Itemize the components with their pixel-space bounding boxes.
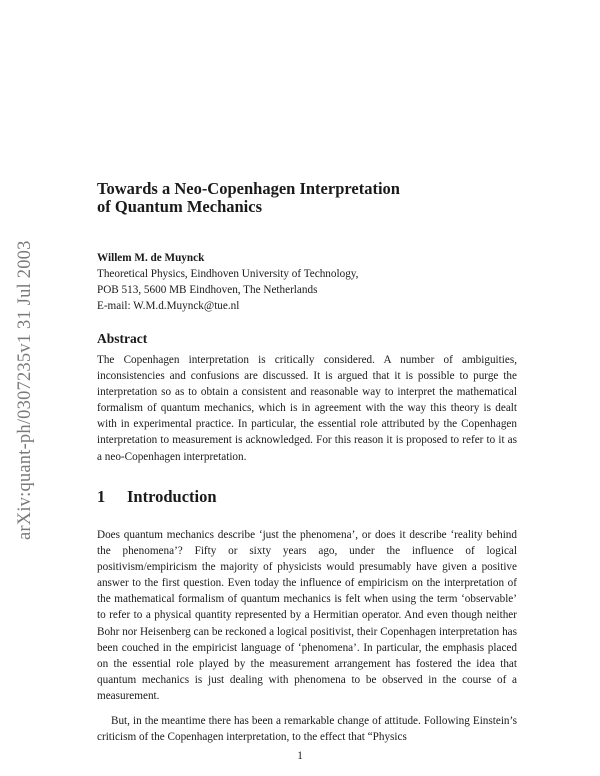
page-number: 1 xyxy=(297,750,303,762)
author-affiliation-1: Theoretical Physics, Eindhoven University of Technology, xyxy=(97,268,359,280)
abstract-text: The Copenhagen interpretation is critically considered. A number of ambiguities, inconsistencies and confusions are discussed. It is argued that it is possible to purge the interpretation so as to obtain a consistent and reasonable way to interpret the mathematical formalism of quantum mechanics, which is in agreement with the way this theory is dealt with in experimental practice. In particular, the essential role attributed by the Copenhagen interpretation to measurement is acknowledged. For this reason it is proposed to refer to it as a neo-Copenhagen interpretation. xyxy=(97,354,517,463)
title-line-2: of Quantum Mechanics xyxy=(97,197,262,216)
paragraph-2: But, in the meantime there has been a remarkable change of attitude. Following Einstein’s criticism of the Copenhagen interpretation, to the effect that “Physics xyxy=(97,715,517,744)
abstract-heading: Abstract xyxy=(97,331,148,346)
title-line-1: Towards a Neo-Copenhagen Interpretation xyxy=(97,179,400,198)
section-number: 1 xyxy=(97,487,106,506)
arxiv-identifier: arXiv:quant-ph/0307235v1 31 Jul 2003 xyxy=(15,240,35,540)
author-name: Willem M. de Muynck xyxy=(97,252,205,264)
paper-title xyxy=(97,180,517,216)
author-email: E-mail: W.M.d.Muynck@tue.nl xyxy=(97,300,240,312)
section-heading xyxy=(97,487,217,507)
author-block xyxy=(97,250,517,314)
author-affiliation-2: POB 513, 5600 MB Eindhoven, The Netherlands xyxy=(97,284,318,296)
section-title: Introduction xyxy=(127,487,217,506)
section-body xyxy=(97,527,517,745)
paragraph-1: Does quantum mechanics describe ‘just the phenomena’, or does it describe ‘reality behind the phenomena’? Fifty or sixty years ago, under the influence of logical positivism/empiricism the majority of physicists would presumably have given a positive answer to the first question. Even today the influence of empiricism on the interpretation of the mathematical formalism of quantum mechanics is felt when using the term ‘observable’ to refer to a physical quantity represented by a Hermitian operator. And even though neither Bohr nor Heisenberg can be reckoned a logical positivist, their Copenhagen interpretation has been couched in the empiricist language of ‘phenomena’. In particular, the emphasis placed on the essential role played by the measurement arrangement has fostered the idea that quantum mechanics is just dealing with phenomena to be observed in the course of a measurement. xyxy=(97,529,517,702)
